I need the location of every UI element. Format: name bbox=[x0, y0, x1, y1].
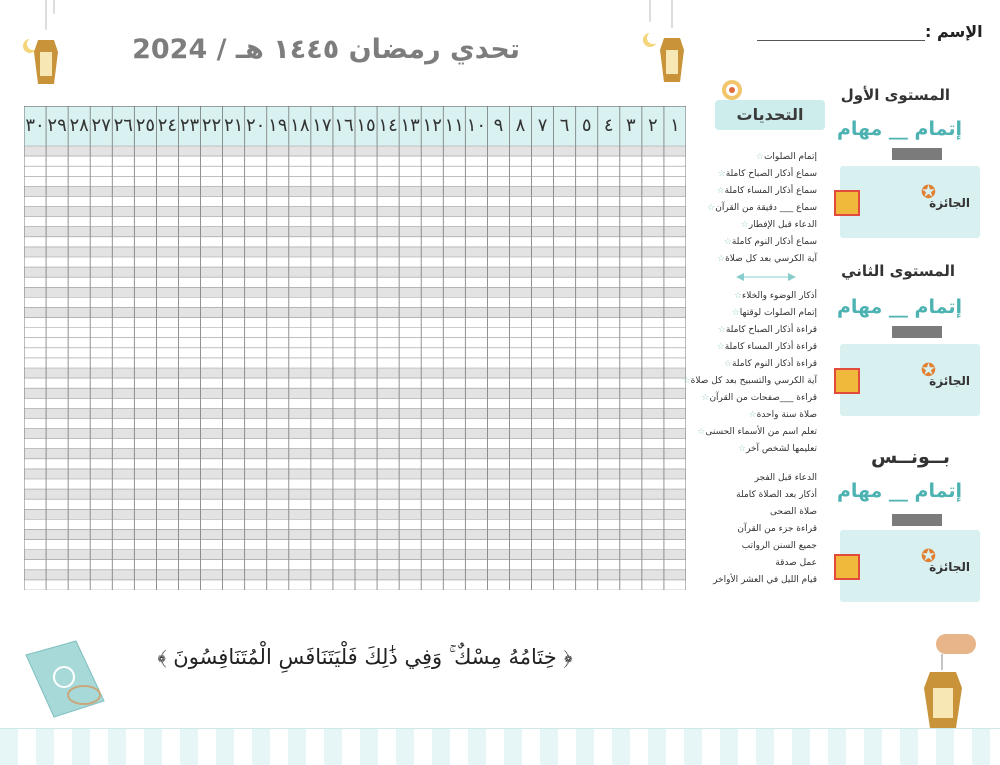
book-icon bbox=[20, 635, 110, 725]
grey-bar bbox=[892, 514, 942, 526]
day-number: ٥ bbox=[581, 115, 592, 136]
grey-bar bbox=[892, 148, 942, 160]
list-item: أذكار الوضوء والخلاء☆ bbox=[733, 291, 817, 301]
level2-complete-text: إتمام __ مهام bbox=[836, 296, 962, 318]
list-item: سماع أذكار المساء كاملة☆ bbox=[716, 186, 817, 196]
list-item: أذكار بعد الصلاة كاملة bbox=[736, 490, 817, 500]
list-item: تعلم اسم من الأسماء الحسنى☆ bbox=[697, 427, 817, 437]
list-item: الدعاء قبل الإفطار☆ bbox=[740, 220, 817, 230]
page-title: تحدي رمضان ١٤٤٥ هـ / 2024 bbox=[132, 34, 520, 65]
star-icon: ☆ bbox=[697, 427, 706, 437]
list-item: قراءة أذكار النوم كاملة☆ bbox=[723, 359, 817, 369]
day-number: ٢٢ bbox=[201, 115, 222, 136]
quran-verse: ﴿ خِتَامُهُ مِسْكٌ ۚ وَفِي ذَٰلِكَ فَلْيَتَنَافَسِ الْمُتَنَافِسُونَ ﴾ bbox=[157, 645, 573, 669]
star-icon: ☆ bbox=[716, 186, 725, 196]
list-item: قراءة جزء من القرآن bbox=[737, 524, 817, 534]
day-number: ٢٩ bbox=[47, 115, 67, 136]
day-number: ٢٠ bbox=[246, 115, 266, 136]
day-number: ١٨ bbox=[290, 115, 310, 136]
gift-icon bbox=[834, 554, 860, 580]
medal-icon: ✪ bbox=[920, 360, 936, 381]
day-number: ٣ bbox=[625, 115, 636, 136]
list-item: عمل صدقة bbox=[775, 558, 817, 568]
bonus-prize-box bbox=[840, 530, 980, 602]
star-icon: ☆ bbox=[731, 308, 740, 318]
day-number: ١٠ bbox=[466, 115, 487, 136]
day-number: ٢٧ bbox=[91, 115, 111, 136]
day-number: ٢٥ bbox=[135, 115, 156, 136]
star-icon: ☆ bbox=[755, 152, 764, 162]
day-number: ١٢ bbox=[422, 115, 442, 136]
day-number: ١٦ bbox=[334, 115, 354, 136]
level1-task-list bbox=[704, 149, 817, 268]
list-item: إتمام الصلوات☆ bbox=[755, 152, 817, 162]
star-icon: ☆ bbox=[748, 410, 757, 420]
day-number: ٣٠ bbox=[25, 115, 45, 136]
prize-label: الجائزة bbox=[929, 560, 970, 574]
list-item: قراءة ___صفحات من القرآن☆ bbox=[701, 393, 817, 403]
tracking-grid bbox=[24, 106, 686, 590]
challenges-heading: التحديات bbox=[715, 100, 825, 130]
medal-icon: ✪ bbox=[920, 546, 936, 567]
day-number: ١٩ bbox=[268, 115, 288, 136]
list-item: جميع السنن الرواتب bbox=[741, 541, 817, 551]
list-item: صلاة سنة واحدة☆ bbox=[748, 410, 817, 420]
day-number: ٨ bbox=[515, 115, 526, 136]
level1-title: المستوى الأول bbox=[840, 86, 950, 104]
day-number: ٩ bbox=[493, 115, 504, 136]
day-number: ٢٨ bbox=[69, 115, 89, 136]
level1-complete-text: إتمام __ مهام bbox=[836, 118, 962, 140]
star-icon: ☆ bbox=[717, 254, 726, 264]
day-number: ٢ bbox=[648, 115, 658, 136]
name-field[interactable] bbox=[757, 40, 925, 41]
day-number: ١١ bbox=[444, 115, 464, 136]
star-icon: ☆ bbox=[723, 359, 732, 369]
day-number: ٧ bbox=[537, 115, 548, 136]
grey-bar bbox=[892, 326, 942, 338]
level1-prize-box bbox=[840, 166, 980, 238]
day-number: ٢٦ bbox=[113, 115, 133, 136]
day-number: ١٥ bbox=[356, 115, 376, 136]
star-icon: ☆ bbox=[682, 376, 691, 386]
list-item: إتمام الصلوات لوقتها☆ bbox=[731, 308, 817, 318]
footer-pattern bbox=[0, 728, 1000, 765]
list-item: قراءة أذكار المساء كاملة☆ bbox=[716, 342, 817, 352]
star-icon: ☆ bbox=[717, 325, 726, 335]
prize-label: الجائزة bbox=[929, 196, 970, 210]
lantern-icon bbox=[916, 630, 1000, 730]
day-number: ٢١ bbox=[223, 115, 244, 136]
list-item: آية الكرسي بعد كل صلاة☆ bbox=[717, 254, 817, 264]
day-number: ١٤ bbox=[378, 115, 398, 136]
day-number: ٢٣ bbox=[179, 115, 200, 136]
bonus-task-list bbox=[713, 470, 817, 589]
star-icon: ☆ bbox=[717, 169, 726, 179]
level2-title: المستوى الثاني bbox=[841, 262, 955, 280]
day-number: ١ bbox=[670, 115, 680, 136]
star-icon: ☆ bbox=[716, 342, 725, 352]
star-icon: ☆ bbox=[701, 393, 710, 403]
star-icon: ☆ bbox=[723, 237, 732, 247]
day-number: ٦ bbox=[559, 115, 570, 136]
gift-icon bbox=[834, 190, 860, 216]
star-icon: ☆ bbox=[707, 203, 716, 213]
list-item: صلاة الضحى bbox=[770, 507, 817, 517]
list-item: قراءة أذكار الصباح كاملة☆ bbox=[717, 325, 817, 335]
list-item: سماع أذكار النوم كاملة☆ bbox=[723, 237, 817, 247]
list-item: سماع ___ دقيقة من القرآن☆ bbox=[707, 203, 817, 213]
day-number: ١٧ bbox=[312, 115, 332, 136]
list-item: آية الكرسي والتسبيح بعد كل صلاة☆ bbox=[682, 376, 817, 386]
list-item: الدعاء قبل الفجر bbox=[754, 473, 817, 483]
star-icon: ☆ bbox=[733, 291, 742, 301]
day-number: ١٣ bbox=[400, 115, 420, 136]
list-item: سماع أذكار الصباح كاملة☆ bbox=[717, 169, 817, 179]
target-icon bbox=[718, 76, 748, 102]
level2-task-list bbox=[680, 288, 817, 458]
prize-label: الجائزة bbox=[929, 374, 970, 388]
star-icon: ☆ bbox=[737, 444, 746, 454]
divider-arrows bbox=[736, 272, 796, 282]
list-item: قيام الليل في العشر الأواخر bbox=[713, 575, 817, 585]
gift-icon bbox=[834, 368, 860, 394]
day-number: ٢٤ bbox=[157, 115, 178, 136]
grid-lines bbox=[24, 106, 686, 590]
bonus-complete-text: إتمام __ مهام bbox=[836, 480, 962, 502]
day-number: ٤ bbox=[603, 115, 614, 136]
lantern-icon bbox=[638, 0, 690, 90]
level2-prize-box bbox=[840, 344, 980, 416]
star-icon: ☆ bbox=[740, 220, 749, 230]
lantern-icon bbox=[10, 0, 60, 90]
bonus-title: بــونــس bbox=[870, 446, 950, 468]
list-item: تعليمها لشخص آخر☆ bbox=[737, 444, 817, 454]
name-label: الإسم : bbox=[925, 22, 983, 41]
medal-icon: ✪ bbox=[920, 182, 936, 203]
